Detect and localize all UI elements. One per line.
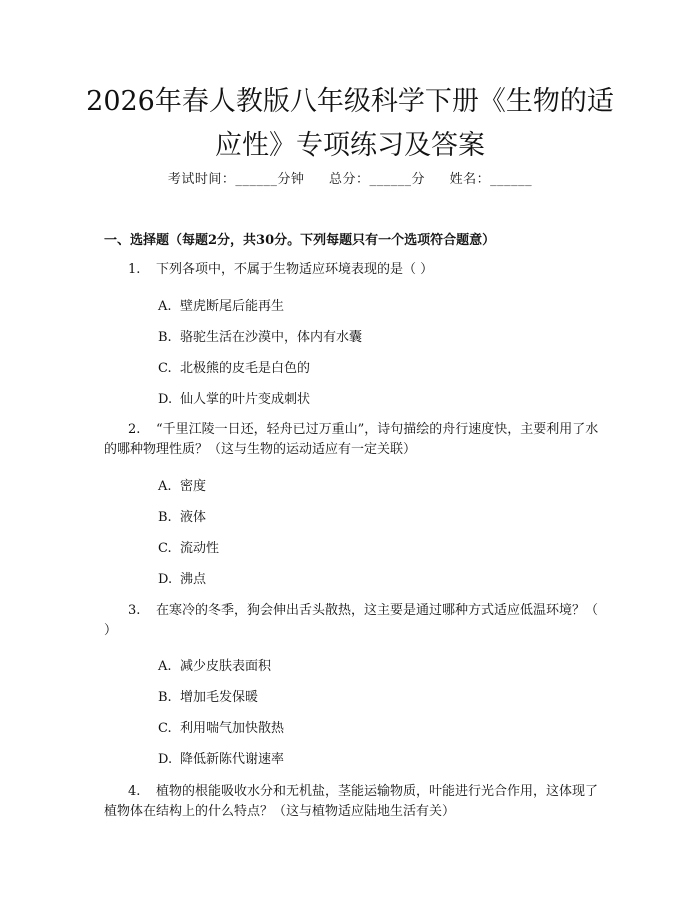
question-number: 3. bbox=[128, 603, 141, 618]
question-text: 在寒冷的冬季，狗会伸出舌头散热，这主要是通过哪种方式适应低温环境？（ ） bbox=[104, 603, 599, 638]
option-3b: B. 增加毛发保暖 bbox=[158, 690, 259, 705]
question-1 bbox=[104, 260, 604, 280]
option-1b: B. 骆驼生活在沙漠中，体内有水囊 bbox=[158, 330, 363, 345]
question-number: 4. bbox=[128, 784, 141, 799]
student-name: 姓名：______ bbox=[449, 172, 533, 187]
exam-time: 考试时间：______分钟 bbox=[167, 172, 305, 187]
question-number: 1. bbox=[128, 262, 141, 277]
option-2c: C. 流动性 bbox=[158, 541, 220, 556]
option-3a: A. 减少皮肤表面积 bbox=[158, 659, 272, 674]
total-score: 总分：______分 bbox=[328, 172, 425, 187]
question-2 bbox=[104, 420, 604, 460]
option-2a: A. 密度 bbox=[158, 479, 207, 494]
option-2b: B. 液体 bbox=[158, 510, 207, 525]
option-1c: C. 北极熊的皮毛是白色的 bbox=[158, 361, 311, 376]
title-line-2: 应性》专项练习及答案 bbox=[215, 130, 485, 161]
question-text: 植物的根能吸收水分和无机盐，茎能运输物质，叶能进行光合作用，这体现了植物体在结构上的什么特点？（这与植物适应陆地生活有关） bbox=[104, 784, 599, 819]
option-3d: D. 降低新陈代谢速率 bbox=[158, 752, 285, 767]
exam-meta bbox=[0, 168, 700, 187]
page-title bbox=[60, 80, 640, 168]
title-line-1: 2026年春人教版八年级科学下册《生物的适 bbox=[86, 86, 614, 117]
section-heading: 一、选择题（每题2分，共30分。下列每题只有一个选项符合题意） bbox=[104, 233, 496, 248]
question-text: 下列各项中，不属于生物适应环境表现的是（ ） bbox=[156, 262, 434, 277]
question-4 bbox=[104, 782, 604, 822]
question-number: 2. bbox=[128, 422, 141, 437]
option-2d: D. 沸点 bbox=[158, 572, 207, 587]
option-1a: A. 壁虎断尾后能再生 bbox=[158, 299, 285, 314]
question-text: “千里江陵一日还，轻舟已过万重山”，诗句描绘的舟行速度快，主要利用了水的哪种物理性质？（这与生物的运动适应有一定关联） bbox=[104, 422, 599, 457]
option-1d: D. 仙人掌的叶片变成刺状 bbox=[158, 392, 311, 407]
question-3 bbox=[104, 601, 604, 641]
option-3c: C. 利用喘气加快散热 bbox=[158, 721, 285, 736]
